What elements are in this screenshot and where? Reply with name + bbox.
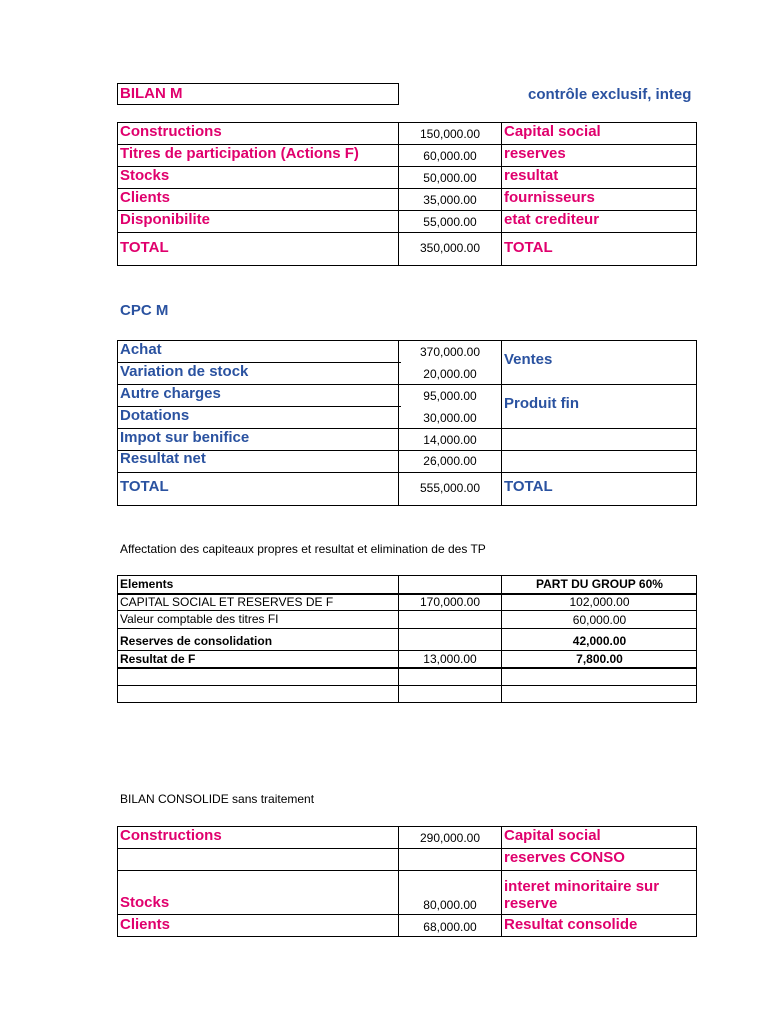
cpc-m-label: Autre charges [120, 385, 221, 402]
bilan-m-total-label: TOTAL [120, 239, 169, 256]
bilan-consolide-label: Clients [120, 916, 171, 933]
cpc-m-total-value: 555,000.00 [419, 481, 481, 495]
affectation-label: Reserves de consolidation [120, 634, 273, 648]
bilan-m-note: contrôle exclusif, integ [528, 86, 692, 103]
cpc-m-produit-label: Produit fin [504, 395, 579, 412]
cpc-m-label: Achat [120, 341, 162, 358]
cpc-m-title: CPC M [120, 302, 169, 319]
cpc-m-produit-total: TOTAL [504, 478, 553, 495]
cpc-m-total-label: TOTAL [120, 478, 169, 495]
cpc-m-produit-label: Ventes [504, 351, 553, 368]
bilan-consolide-passif-label: Capital social [504, 827, 601, 844]
bilan-m-value: 150,000.00 [419, 127, 481, 141]
bilan-m-total-value: 350,000.00 [419, 241, 481, 255]
bilan-m-value: 35,000.00 [423, 193, 477, 207]
bilan-m-passif-label: fournisseurs [504, 189, 595, 206]
bilan-m-passif-total: TOTAL [504, 239, 553, 256]
bilan-consolide-label: Stocks [120, 894, 170, 911]
bilan-m-passif-label: Capital social [504, 123, 601, 140]
bilan-m-title: BILAN M [120, 85, 183, 102]
affectation-label: Resultat de F [120, 652, 196, 666]
bilan-consolide-value: 290,000.00 [419, 831, 481, 845]
cpc-m-label: Resultat net [120, 450, 206, 467]
bilan-m-passif-label: etat crediteur [504, 211, 600, 228]
cpc-m-value: 26,000.00 [423, 454, 477, 468]
affectation-part: 7,800.00 [576, 652, 623, 666]
affectation-part: 60,000.00 [572, 613, 627, 627]
cpc-m-value: 20,000.00 [423, 367, 477, 381]
bilan-consolide-label: Constructions [120, 827, 222, 844]
bilan-m-value: 60,000.00 [423, 149, 477, 163]
bilan-m-value: 55,000.00 [423, 215, 477, 229]
bilan-m-value: 50,000.00 [423, 171, 477, 185]
bilan-m-passif-label: resultat [504, 167, 559, 184]
cpc-m-label: Impot sur benifice [120, 429, 250, 446]
affectation-header-elements: Elements [120, 577, 174, 591]
bilan-consolide-passif-label: interet minoritaire sur reserve [504, 878, 660, 912]
cpc-m-value: 30,000.00 [423, 411, 477, 425]
bilan-consolide-passif-label: Resultat consolide [504, 916, 638, 933]
bilan-m-label: Clients [120, 189, 171, 206]
affectation-value: 170,000.00 [419, 595, 481, 609]
affectation-label: CAPITAL SOCIAL ET RESERVES DE F [120, 595, 334, 609]
affectation-part: 102,000.00 [569, 595, 630, 609]
cpc-m-value: 95,000.00 [423, 389, 477, 403]
bilan-m-passif-label: reserves [504, 145, 566, 162]
bilan-m-label: Disponibilite [120, 211, 210, 228]
cpc-m-value: 14,000.00 [423, 433, 477, 447]
affectation-part: 42,000.00 [572, 634, 627, 648]
bilan-consolide-passif-label: reserves CONSO [504, 849, 625, 866]
cpc-m-label: Variation de stock [120, 363, 249, 380]
affectation-title: Affectation des capiteaux propres et resultat et elimination de des TP [120, 542, 486, 556]
bilan-m-label: Constructions [120, 123, 222, 140]
cpc-m-label: Dotations [120, 407, 190, 424]
bilan-consolide-value: 80,000.00 [423, 898, 477, 912]
bilan-consolide-value: 68,000.00 [423, 920, 477, 934]
bilan-m-label: Stocks [120, 167, 170, 184]
affectation-value: 13,000.00 [423, 652, 477, 666]
bilan-consolide-title: BILAN CONSOLIDE sans traitement [120, 792, 315, 806]
affectation-label: Valeur comptable des titres FI [120, 612, 279, 626]
cpc-m-value: 370,000.00 [419, 345, 481, 359]
bilan-m-label: Titres de participation (Actions F) [120, 145, 359, 162]
affectation-header-part: PART DU GROUP 60% [536, 577, 663, 591]
